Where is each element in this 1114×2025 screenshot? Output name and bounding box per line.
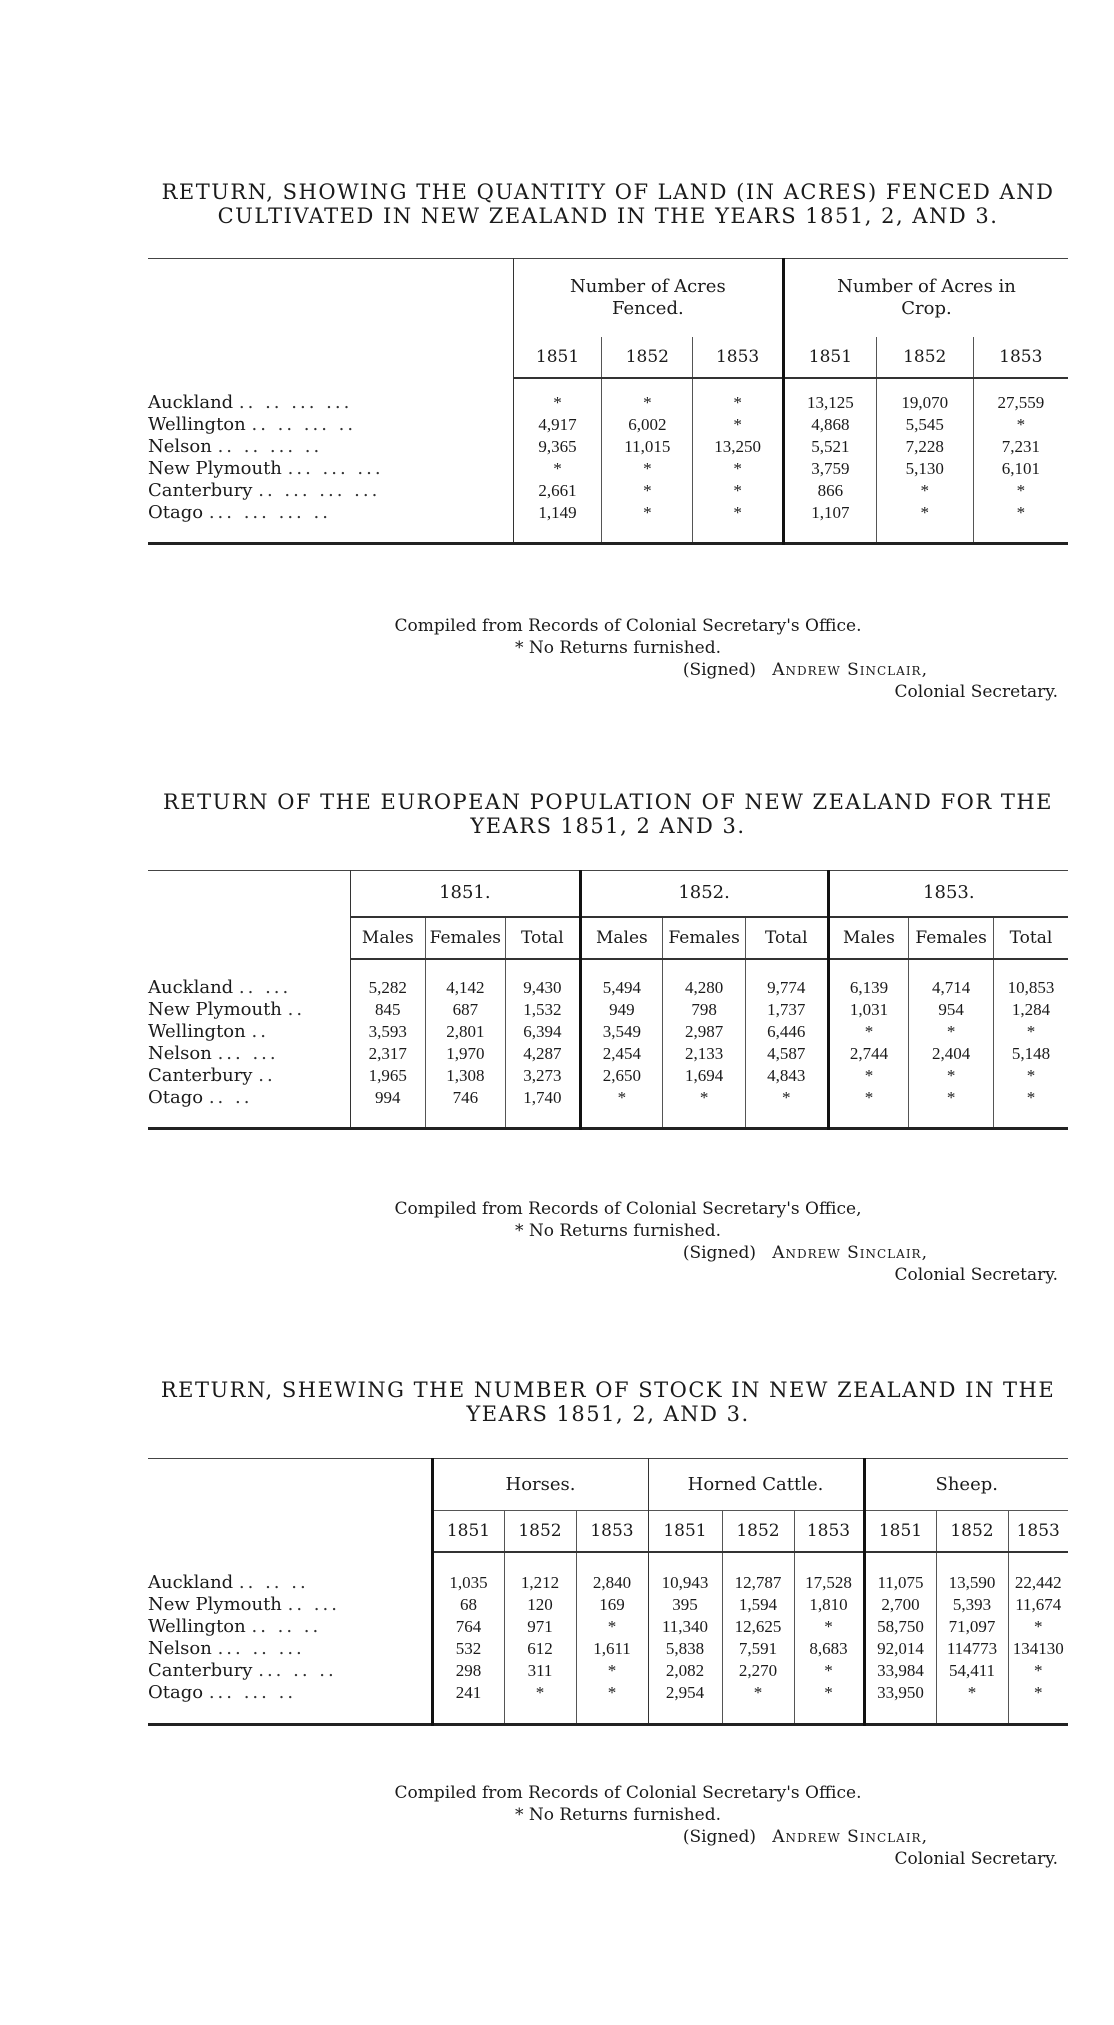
population-col-males: Males: [580, 917, 663, 959]
land-cell: 6,002: [602, 414, 693, 436]
population-cell: *: [745, 1087, 828, 1109]
population-cell: 6,446: [745, 1021, 828, 1043]
stock-cell: 311: [504, 1660, 576, 1682]
stock-cell: 11,075: [864, 1572, 936, 1594]
stock-cell: 2,082: [648, 1660, 722, 1682]
land-cell: *: [693, 414, 784, 436]
table-row: [148, 502, 1068, 524]
stock-row-name: Nelson ... .. ...: [148, 1638, 305, 1659]
stock-cell: *: [794, 1682, 864, 1704]
land-cell: *: [693, 480, 784, 502]
population-group-1853: 1853.: [828, 871, 1068, 917]
population-col-total: Total: [745, 917, 828, 959]
population-row-name: Nelson ... ...: [148, 1042, 279, 1064]
table-row: [148, 1065, 1068, 1087]
table-row: [148, 1660, 1068, 1682]
land-return-section: [148, 180, 1068, 228]
stock-cell: 13,590: [936, 1572, 1008, 1594]
stock-cell: 12,625: [722, 1616, 794, 1638]
table-row: [148, 1682, 1068, 1704]
population-cell: *: [828, 1021, 909, 1043]
population-cell: 4,280: [663, 977, 746, 999]
population-cell: 3,273: [506, 1065, 580, 1087]
stock-return-section: [148, 1378, 1068, 1426]
population-cell: *: [663, 1087, 746, 1109]
table-row: [148, 1572, 1068, 1594]
stock-year-horses: 1852: [504, 1511, 576, 1553]
land-row-name: Canterbury .. ... ... ...: [148, 479, 381, 501]
table-row: [148, 1043, 1068, 1065]
population-cell: 1,737: [745, 999, 828, 1021]
stock-cell: 2,700: [864, 1594, 936, 1616]
population-cell: *: [994, 1065, 1069, 1087]
population-title-line-1: RETURN OF THE EUROPEAN POPULATION OF NEW ZEALAND FOR THE: [163, 790, 1053, 814]
population-cell: 1,965: [351, 1065, 425, 1087]
population-title-line-2: YEARS 1851, 2 AND 3.: [470, 814, 746, 838]
stock-cell: 58,750: [864, 1616, 936, 1638]
table-row: [148, 1021, 1068, 1043]
land-cell: *: [876, 480, 973, 502]
land-cell: 11,015: [602, 436, 693, 458]
land-title-line-1: RETURN, SHOWING THE QUANTITY OF LAND (IN ACRES) FENCED AND: [161, 180, 1055, 204]
population-cell: 2,454: [580, 1043, 663, 1065]
stock-cell: *: [1008, 1660, 1068, 1682]
stock-cell: 5,838: [648, 1638, 722, 1660]
population-cell: 2,404: [909, 1043, 994, 1065]
stock-cell: 114773: [936, 1638, 1008, 1660]
stock-year-cattle: 1853: [794, 1511, 864, 1553]
land-cell: *: [973, 480, 1068, 502]
population-col-males: Males: [828, 917, 909, 959]
population-cell: 746: [425, 1087, 506, 1109]
population-group-1852: 1852.: [580, 871, 828, 917]
stock-cell: 1,035: [432, 1572, 504, 1594]
land-year-fenced-1853: 1853: [693, 337, 784, 378]
stock-cell: 11,674: [1008, 1594, 1068, 1616]
stock-year-sheep: 1851: [864, 1511, 936, 1553]
population-cell: 10,853: [994, 977, 1069, 999]
population-col-females: Females: [663, 917, 746, 959]
land-cell: *: [693, 502, 784, 524]
land-row-name: Auckland .. .. ... ...: [148, 391, 353, 413]
stock-cell: 1,594: [722, 1594, 794, 1616]
stock-cell: 5,393: [936, 1594, 1008, 1616]
population-cell: 3,593: [351, 1021, 425, 1043]
stock-cell: 532: [432, 1638, 504, 1660]
population-col-females: Females: [425, 917, 506, 959]
land-table: [148, 258, 1068, 545]
stock-group-sheep: Sheep.: [864, 1459, 1068, 1511]
population-cell: *: [909, 1065, 994, 1087]
land-row-name: Nelson .. .. ... ..: [148, 435, 323, 457]
population-cell: *: [994, 1021, 1069, 1043]
land-title-line-2: CULTIVATED IN NEW ZEALAND IN THE YEARS 1851, 2, AND 3.: [217, 204, 999, 228]
land-cell: 5,521: [784, 436, 877, 458]
table-row: [148, 977, 1068, 999]
population-cell: 2,801: [425, 1021, 506, 1043]
land-cell: *: [602, 458, 693, 480]
population-cell: *: [909, 1087, 994, 1109]
table-row: [148, 458, 1068, 480]
population-cell: 1,740: [506, 1087, 580, 1109]
land-signature: (Signed) Andrew Sinclair,: [682, 660, 928, 680]
table-row: [148, 999, 1068, 1021]
stock-cell: 971: [504, 1616, 576, 1638]
stock-compiled-note: Compiled from Records of Colonial Secretary's Office.: [394, 1783, 862, 1803]
stock-cell: 12,787: [722, 1572, 794, 1594]
stock-cell: *: [722, 1682, 794, 1704]
population-footer: [148, 1198, 1068, 1286]
land-cell: *: [513, 458, 602, 480]
stock-no-returns-note: * No Returns furnished.: [514, 1805, 722, 1825]
land-cell: 866: [784, 480, 877, 502]
table-row: [148, 392, 1068, 414]
stock-cell: 169: [576, 1594, 648, 1616]
stock-cell: 22,442: [1008, 1572, 1068, 1594]
stock-title-line-1: RETURN, SHEWING THE NUMBER OF STOCK IN NEW ZEALAND IN THE: [160, 1378, 1056, 1402]
land-cell: 27,559: [973, 392, 1068, 414]
population-cell: *: [828, 1065, 909, 1087]
population-table: [148, 870, 1068, 1130]
population-cell: 798: [663, 999, 746, 1021]
stock-cell: 1,810: [794, 1594, 864, 1616]
stock-row-name: Canterbury ... .. ..: [148, 1660, 337, 1681]
land-cell: 19,070: [876, 392, 973, 414]
stock-group-horses: Horses.: [432, 1459, 648, 1511]
population-office: Colonial Secretary.: [894, 1265, 1058, 1285]
land-blank-year-cell: [148, 337, 513, 378]
stock-cell: 10,943: [648, 1572, 722, 1594]
stock-row-name: Auckland .. .. ..: [148, 1572, 309, 1593]
stock-year-horses: 1853: [576, 1511, 648, 1553]
stock-cell: 2,954: [648, 1682, 722, 1704]
stock-title-line-2: YEARS 1851, 2, AND 3.: [466, 1402, 750, 1426]
land-cell: 13,125: [784, 392, 877, 414]
land-cell: *: [602, 392, 693, 414]
population-cell: 1,031: [828, 999, 909, 1021]
stock-cell: *: [576, 1660, 648, 1682]
stock-table-wrapper: [148, 1458, 1068, 1726]
population-cell: 2,317: [351, 1043, 425, 1065]
table-row: [148, 1087, 1068, 1109]
population-cell: 949: [580, 999, 663, 1021]
population-cell: 2,133: [663, 1043, 746, 1065]
stock-cell: 120: [504, 1594, 576, 1616]
stock-cell: 33,950: [864, 1682, 936, 1704]
land-cell: *: [602, 502, 693, 524]
population-cell: 687: [425, 999, 506, 1021]
stock-year-cattle: 1852: [722, 1511, 794, 1553]
land-year-fenced-1852: 1852: [602, 337, 693, 378]
land-compiled-note: Compiled from Records of Colonial Secretary's Office.: [394, 616, 862, 636]
land-row-name: Otago ... ... ... ..: [148, 501, 331, 523]
land-year-crop-1853: 1853: [973, 337, 1068, 378]
stock-cell: *: [576, 1682, 648, 1704]
land-cell: *: [973, 502, 1068, 524]
population-row-name: Canterbury ..: [148, 1064, 276, 1086]
stock-cell: 298: [432, 1660, 504, 1682]
stock-cell: 71,097: [936, 1616, 1008, 1638]
population-cell: 1,308: [425, 1065, 506, 1087]
population-cell: 2,987: [663, 1021, 746, 1043]
population-cell: 6,139: [828, 977, 909, 999]
population-signature: (Signed) Andrew Sinclair,: [682, 1243, 928, 1263]
table-row: [148, 1638, 1068, 1660]
stock-table: [148, 1458, 1068, 1726]
land-cell: 6,101: [973, 458, 1068, 480]
land-cell: *: [513, 392, 602, 414]
stock-cell: *: [504, 1682, 576, 1704]
land-cell: 3,759: [784, 458, 877, 480]
table-row: [148, 414, 1068, 436]
land-row-name: New Plymouth ... ... ...: [148, 457, 384, 479]
population-cell: 1,970: [425, 1043, 506, 1065]
stock-cell: *: [1008, 1616, 1068, 1638]
population-cell: 1,284: [994, 999, 1069, 1021]
land-table-wrapper: [148, 258, 1068, 545]
stock-row-name: Otago ... ... ..: [148, 1682, 297, 1703]
table-row: [148, 1616, 1068, 1638]
population-col-females: Females: [909, 917, 994, 959]
stock-cell: *: [1008, 1682, 1068, 1704]
stock-row-name: Wellington .. .. ..: [148, 1616, 322, 1637]
population-blank-header: [148, 871, 351, 917]
population-cell: *: [580, 1087, 663, 1109]
land-group-crop: Number of Acres in Crop.: [784, 259, 1069, 337]
stock-row-name: New Plymouth .. ...: [148, 1594, 340, 1615]
stock-blank-header: [148, 1459, 432, 1511]
land-cell: *: [602, 480, 693, 502]
land-cell: 7,228: [876, 436, 973, 458]
stock-footer: [148, 1782, 1068, 1870]
population-cell: 4,287: [506, 1043, 580, 1065]
population-col-total: Total: [994, 917, 1069, 959]
population-cell: *: [909, 1021, 994, 1043]
population-cell: 994: [351, 1087, 425, 1109]
stock-cell: *: [794, 1616, 864, 1638]
population-row-name: Otago .. ..: [148, 1086, 253, 1108]
population-row-name: Auckland .. ...: [148, 976, 292, 998]
land-cell: 5,130: [876, 458, 973, 480]
population-row-name: New Plymouth ..: [148, 998, 306, 1020]
land-cell: 4,868: [784, 414, 877, 436]
population-col-total: Total: [506, 917, 580, 959]
population-cell: 4,843: [745, 1065, 828, 1087]
land-cell: 7,231: [973, 436, 1068, 458]
stock-cell: 11,340: [648, 1616, 722, 1638]
stock-year-cattle: 1851: [648, 1511, 722, 1553]
land-group-fenced: Number of Acres Fenced.: [513, 259, 783, 337]
stock-group-cattle: Horned Cattle.: [648, 1459, 864, 1511]
land-year-crop-1851: 1851: [784, 337, 877, 378]
land-cell: 1,149: [513, 502, 602, 524]
population-cell: 4,714: [909, 977, 994, 999]
stock-cell: 612: [504, 1638, 576, 1660]
population-cell: 9,774: [745, 977, 828, 999]
population-cell: 6,394: [506, 1021, 580, 1043]
population-compiled-note: Compiled from Records of Colonial Secretary's Office,: [394, 1199, 862, 1219]
stock-cell: *: [794, 1660, 864, 1682]
land-cell: 4,917: [513, 414, 602, 436]
population-cell: 954: [909, 999, 994, 1021]
land-cell: *: [876, 502, 973, 524]
table-row: [148, 480, 1068, 502]
stock-cell: 54,411: [936, 1660, 1008, 1682]
land-no-returns-note: * No Returns furnished.: [514, 638, 722, 658]
land-office: Colonial Secretary.: [894, 682, 1058, 702]
land-footer: [148, 615, 1068, 703]
stock-office: Colonial Secretary.: [894, 1849, 1058, 1869]
stock-year-sheep: 1852: [936, 1511, 1008, 1553]
population-cell: 4,142: [425, 977, 506, 999]
land-cell: 2,661: [513, 480, 602, 502]
land-year-fenced-1851: 1851: [513, 337, 602, 378]
stock-cell: 33,984: [864, 1660, 936, 1682]
population-cell: 1,532: [506, 999, 580, 1021]
stock-cell: 2,270: [722, 1660, 794, 1682]
stock-year-horses: 1851: [432, 1511, 504, 1553]
stock-cell: 17,528: [794, 1572, 864, 1594]
stock-signature: (Signed) Andrew Sinclair,: [682, 1827, 928, 1847]
stock-cell: 92,014: [864, 1638, 936, 1660]
stock-cell: 134130: [1008, 1638, 1068, 1660]
stock-cell: *: [576, 1616, 648, 1638]
population-table-wrapper: [148, 870, 1068, 1130]
table-row: [148, 436, 1068, 458]
population-cell: 9,430: [506, 977, 580, 999]
stock-cell: *: [936, 1682, 1008, 1704]
population-cell: 5,148: [994, 1043, 1069, 1065]
population-row-name: Wellington ..: [148, 1020, 269, 1042]
population-no-returns-note: * No Returns furnished.: [514, 1221, 722, 1241]
stock-cell: 764: [432, 1616, 504, 1638]
population-cell: *: [994, 1087, 1069, 1109]
population-cell: 5,494: [580, 977, 663, 999]
population-cell: 3,549: [580, 1021, 663, 1043]
stock-cell: 7,591: [722, 1638, 794, 1660]
stock-cell: 68: [432, 1594, 504, 1616]
stock-cell: 241: [432, 1682, 504, 1704]
stock-cell: 2,840: [576, 1572, 648, 1594]
population-cell: 5,282: [351, 977, 425, 999]
stock-year-sheep: 1853: [1008, 1511, 1068, 1553]
population-cell: 845: [351, 999, 425, 1021]
land-cell: *: [693, 392, 784, 414]
land-cell: *: [973, 414, 1068, 436]
population-cell: 2,744: [828, 1043, 909, 1065]
population-cell: *: [828, 1087, 909, 1109]
population-col-males: Males: [351, 917, 425, 959]
land-cell: 1,107: [784, 502, 877, 524]
population-cell: 1,694: [663, 1065, 746, 1087]
population-cell: 4,587: [745, 1043, 828, 1065]
land-row-name: Wellington .. .. ... ..: [148, 413, 357, 435]
stock-cell: 395: [648, 1594, 722, 1616]
land-cell: *: [693, 458, 784, 480]
stock-cell: 1,212: [504, 1572, 576, 1594]
land-blank-header: [148, 259, 513, 337]
population-cell: 2,650: [580, 1065, 663, 1087]
population-return-section: [148, 790, 1068, 838]
population-group-1851: 1851.: [351, 871, 580, 917]
land-cell: 13,250: [693, 436, 784, 458]
land-cell: 9,365: [513, 436, 602, 458]
land-year-crop-1852: 1852: [876, 337, 973, 378]
land-cell: 5,545: [876, 414, 973, 436]
stock-cell: 8,683: [794, 1638, 864, 1660]
table-row: [148, 1594, 1068, 1616]
stock-cell: 1,611: [576, 1638, 648, 1660]
